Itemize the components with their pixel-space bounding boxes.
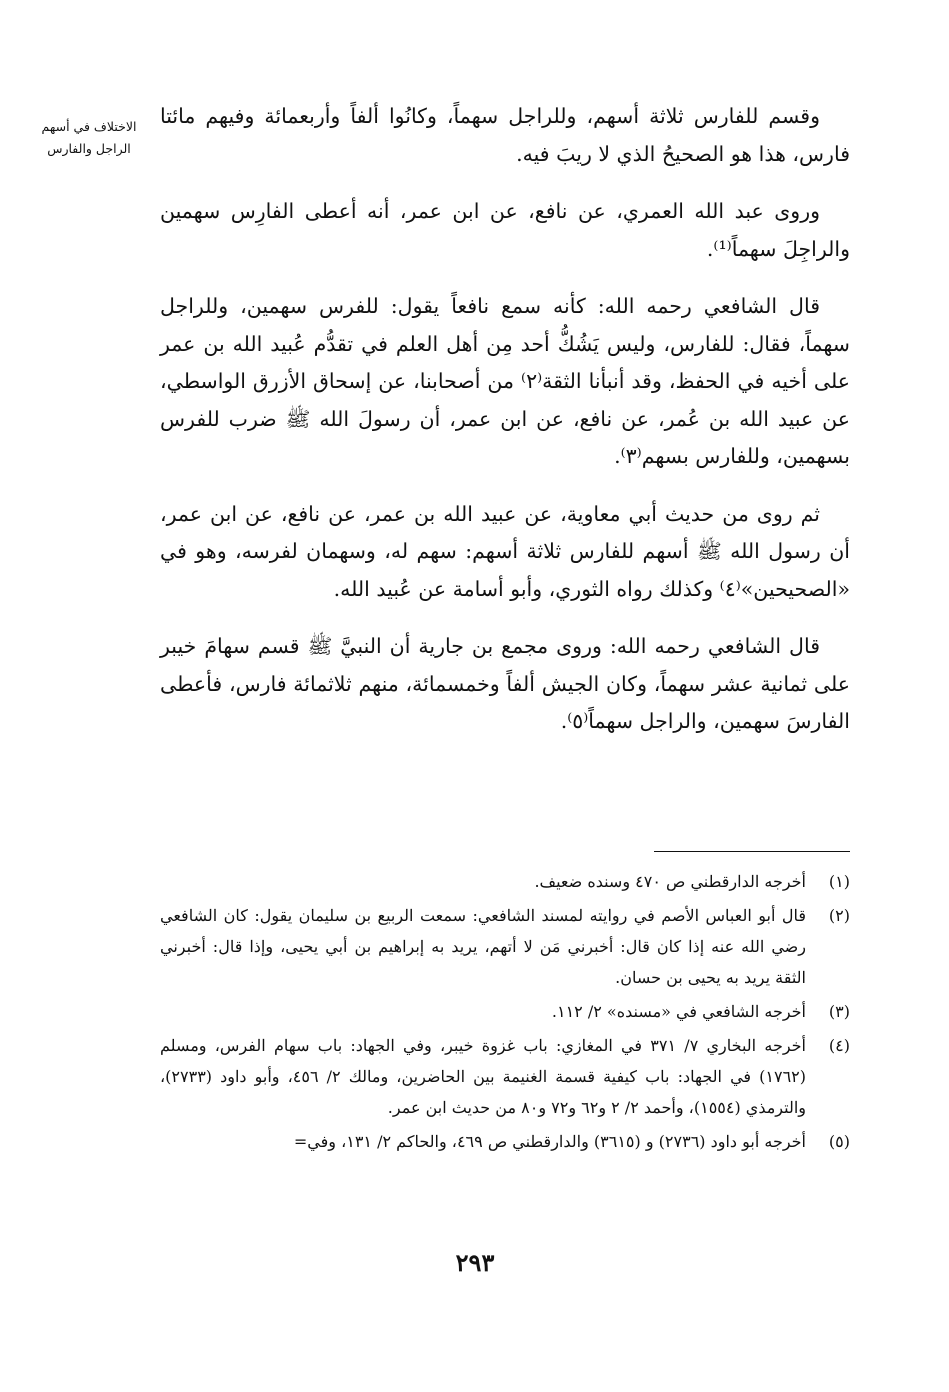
footnote-number: (٣): [828, 1002, 850, 1021]
paragraph: وروى عبد الله العمري، عن نافع، عن ابن عمر، أنه أعطى الفارِس سهمين والراجِلَ سهماً⁽¹⁾.: [160, 199, 850, 261]
footnote: [160, 866, 850, 897]
paragraph: وقسم للفارس ثلاثة أسهم، وللراجل سهماً، وكانُوا ألفاً وأربعمائة وفيهم مائتا فارس، هذا هو الصحيحُ الذي لا ريبَ فيه.: [160, 104, 850, 166]
footnote: [160, 1030, 850, 1123]
page-number: ٢٩٣: [455, 1248, 495, 1277]
paragraph: ثم روى من حديث أبي معاوية، عن عبيد الله بن عمر، عن نافع، عن ابن عمر، أن رسول الله ﷺ أسهم للفارس ثلاثة أسهم: سهم له، وسهمان لفرسه، وهو في «الصحيحين»⁽٤⁾ وكذلك رواه الثوري، وأبو أسامة عن عُبيد الله.: [160, 501, 850, 601]
footnote-text: أخرجه البخاري ٧/ ٣٧١ في المغازي: باب غزوة خيبر، وفي الجهاد: باب سهام الفرس، ومسلم (١٧٦٢) في الجهاد: باب كيفية قسمة الغنيمة بين الحاضرين، ومالك ٢/ ٤٥٦، وأبو داود (٢٧٣٣)، والترمذي (١٥٥٤)، وأحمد ٢/ ٢ و٦٢ و٧٢ و٨٠ من حديث ابن عمر.: [160, 1036, 807, 1117]
paragraph: قال الشافعي رحمه الله: كأنه سمع نافعاً يقول: للفرس سهمين، وللراجل سهماً، فقال: للفارس، وليس يَشُكُّ أحد مِن أهل العلم في تقدُّم عُبيد الله بن عمر على أخيه في الحفظ، وقد أنبأنا الثقة⁽٢⁾ من أصحابنا، عن إسحاق الأزرق الواسطي، عن عبيد الله بن عُمر، عن نافع، عن ابن عمر، أن رسولَ الله ﷺ ضرب للفرس بسهمين، وللفارس بسهم⁽٣⁾.: [160, 294, 850, 468]
margin-note: [28, 116, 150, 160]
margin-note-line-1: الاختلاف في أسهم: [41, 119, 137, 134]
footnote-text: أخرجه الدارقطني ص ٤٧٠ وسنده ضعيف.: [534, 872, 806, 891]
footnote-number: (٥): [828, 1132, 850, 1151]
margin-note-line-2: الراجل والفارس: [47, 141, 131, 156]
footnote-number: (١): [828, 872, 850, 891]
footnotes: [160, 866, 850, 1160]
footnote-number: (٤): [828, 1036, 850, 1055]
main-text: [160, 98, 850, 761]
footnote-separator: [654, 851, 850, 852]
footnote-number: (٢): [828, 906, 850, 925]
footnote-text: أخرجه الشافعي في «مسنده» ٢/ ١١٢.: [551, 1002, 806, 1021]
footnote-text: قال أبو العباس الأصم في روايته لمسند الشافعي: سمعت الربيع بن سليمان يقول: كان الشافعي رضي الله عنه إذا كان قال: أخبرني مَن لا أتهم، يريد به إبراهيم بن أبي يحيى، وإذا قال: أخبرني الثقة يريد به يحيى بن حسان.: [160, 906, 806, 987]
footnote: [160, 900, 850, 993]
footnote: [160, 1126, 850, 1157]
paragraph: قال الشافعي رحمه الله: وروى مجمع بن جارية أن النبيَّ ﷺ قسم سهامَ خيبر على ثمانية عشر سهماً، وكان الجيش ألفاً وخمسمائة، منهم ثلاثمائة فارس، فأعطى الفارسَ سهمين، والراجل سهماً⁽٥⁾.: [160, 634, 850, 733]
footnote-text: أخرجه أبو داود (٢٧٣٦) و (٣٦١٥) والدارقطني ص ٤٦٩، والحاكم ٢/ ١٣١، وفي=: [293, 1132, 806, 1151]
footnote: [160, 996, 850, 1027]
